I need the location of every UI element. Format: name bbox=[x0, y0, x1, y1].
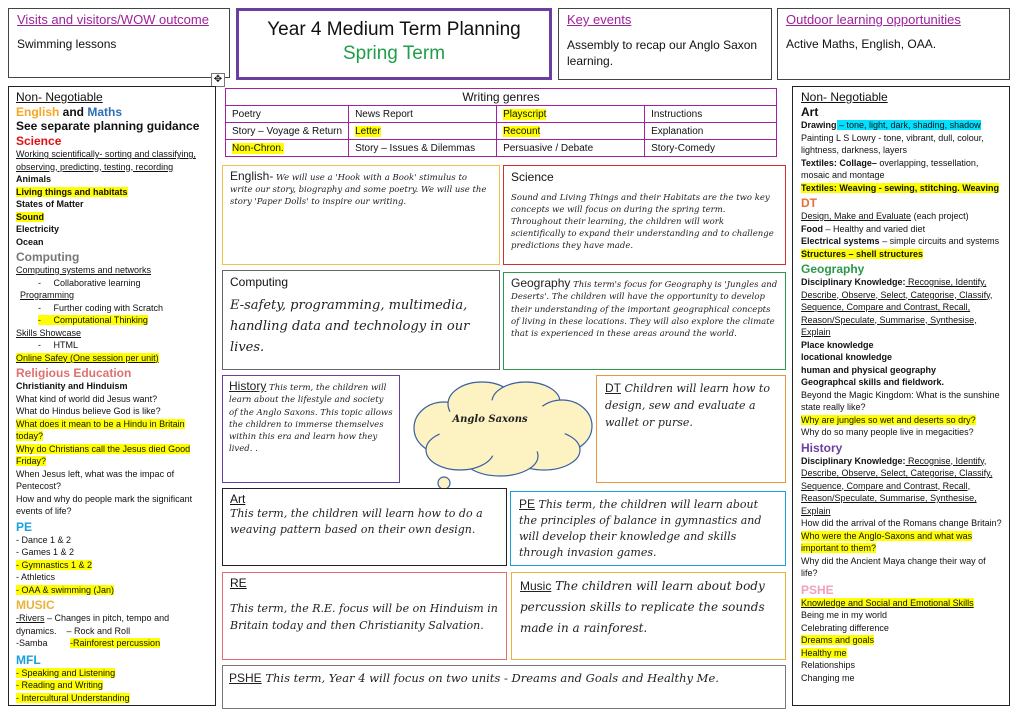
geography-heading: Geography bbox=[801, 262, 865, 276]
geo-disciplinary: Disciplinary Knowledge: Recognise, Identify, Describe, Observe, Select, Categorise, Classify, Sequence, Compare and Contrast, Recall, Reason/Speculate, Summarise, Synthesise, Explain bbox=[801, 277, 993, 337]
dt-title: DT bbox=[605, 381, 621, 395]
re-item: Why do Christians call the Jesus died Good Friday? bbox=[16, 443, 191, 466]
music-rivers: -Rivers – Changes in pitch, tempo and dynamics. – Rock and Roll bbox=[16, 613, 170, 636]
history-content: History This term, the children will learn about the lifestyle and society of the Anglo Saxons. This topic allows the children to immerse themselves within this era and learn how they lived. . bbox=[229, 379, 393, 455]
dt-food: Food – Healthy and varied diet bbox=[801, 223, 926, 234]
art-box bbox=[222, 488, 507, 566]
dt-heading: DT bbox=[801, 196, 817, 210]
genre-cell: Explanation bbox=[645, 123, 777, 140]
english-maths-line bbox=[16, 105, 208, 119]
computing-text: E-safety, programming, multimedia, handling data and technology in our lives. bbox=[230, 298, 470, 355]
visits-box bbox=[8, 8, 230, 78]
geography-section bbox=[801, 276, 1001, 439]
genre-cell: Instructions bbox=[645, 106, 777, 123]
hist-disciplinary: Disciplinary Knowledge: Recognise, Identify, Describe, Observe, Select, Categorise, Classify, Sequence, Compare and Contrast, Recall, Reason/Speculate, Summarise, Synthesise, Explain bbox=[801, 455, 993, 516]
pe-item: - Games 1 & 2 bbox=[16, 547, 75, 557]
pe-box bbox=[510, 491, 786, 566]
genre-cell: Recount bbox=[497, 123, 645, 140]
genre-cell: Poetry bbox=[226, 106, 349, 123]
dt-electrical: Electrical systems – simple circuits and systems bbox=[801, 236, 1000, 246]
art-text: This term, the children will learn how to do a weaving pattern based on their own design. bbox=[230, 507, 483, 536]
mfl-item: - Reading and Writing bbox=[16, 680, 103, 690]
re-box bbox=[222, 572, 507, 660]
computing-box bbox=[222, 270, 500, 370]
topic-label: Anglo Saxons bbox=[452, 414, 528, 425]
genre-cell: Story – Voyage & Return bbox=[226, 123, 349, 140]
pshe-section bbox=[801, 597, 1001, 685]
pshe-title: PSHE bbox=[229, 671, 262, 685]
re-item: What do Hindus believe God is like? bbox=[16, 406, 161, 416]
geo-item: Place knowledge bbox=[801, 339, 874, 350]
pe-title: PE bbox=[519, 497, 536, 511]
art-heading: Art bbox=[801, 105, 819, 119]
genre-row bbox=[226, 140, 777, 157]
english-title: English- bbox=[230, 169, 274, 183]
computing-heading: Computing bbox=[16, 250, 80, 264]
planning-guidance: See separate planning guidance bbox=[16, 119, 200, 133]
art-title: Art bbox=[230, 492, 246, 506]
topic-thought-cloud bbox=[404, 380, 598, 496]
table-move-handle[interactable]: ✥ bbox=[211, 73, 225, 87]
pshe-item: Being me in my world bbox=[801, 610, 888, 620]
hist-question: How did the arrival of the Romans change Britain? bbox=[801, 518, 1002, 528]
pshe-item: Relationships bbox=[801, 660, 856, 670]
comp-skills: Skills Showcase bbox=[16, 327, 82, 338]
geo-question: Why do so many people live in megacities? bbox=[801, 427, 974, 437]
science-section bbox=[16, 148, 208, 248]
pshe-content: PSHE This term, Year 4 will focus on two units - Dreams and Goals and Healthy Me. bbox=[229, 671, 719, 685]
main-title-box bbox=[236, 8, 552, 80]
mfl-heading: MFL bbox=[16, 652, 41, 667]
working-scientifically: Working scientifically- sorting and classifying, observing, predicting, testing, recording bbox=[16, 149, 196, 172]
key-events-box bbox=[558, 8, 772, 80]
dt-design: Design, Make and Evaluate (each project) bbox=[801, 211, 969, 221]
outdoor-text: Active Maths, English, OAA. bbox=[786, 37, 937, 51]
science-text: Sound and Living Things and their Habitats are the two key concepts we will focus on during the spring term. Throughout their learning, the children will work scientifically to expand their understanding and to challenge predictions they have made. bbox=[511, 193, 774, 251]
pe-item: - Dance 1 & 2 bbox=[16, 534, 72, 545]
comp-programming: Programming bbox=[20, 290, 75, 300]
sci-item: Sound bbox=[16, 211, 44, 222]
pe-content: PE This term, the children will learn about the principles of balance in gymnastics and will develop their knowledge and skills through invasion games. bbox=[519, 497, 762, 559]
re-heading: Religious Education bbox=[16, 366, 132, 380]
english-content: English- We will use a 'Hook with a Book' stimulus to write our story, biography and some poetry. We will use the story 'Paper Dolls' to inspire our writing. bbox=[230, 169, 487, 207]
outdoor-title: Outdoor learning opportunities bbox=[786, 12, 961, 27]
history-section bbox=[801, 455, 1001, 580]
dt-box bbox=[596, 375, 786, 483]
pshe-item: Healthy me bbox=[801, 647, 847, 658]
dt-section bbox=[801, 210, 1001, 260]
page-title: Year 4 Medium Term Planning bbox=[267, 19, 521, 40]
hist-question: Who were the Anglo-Saxons and what was important to them? bbox=[801, 530, 973, 553]
re-section bbox=[16, 380, 208, 518]
history-heading: History bbox=[801, 440, 843, 455]
re-item: What does it mean to be a Hindu in Britain today? bbox=[16, 418, 185, 441]
mfl-item: - Speaking and Listening bbox=[16, 667, 116, 678]
geo-item: Geographcal skills and fieldwork. bbox=[801, 377, 945, 387]
comp-safety: Online Safey (One session per unit) bbox=[16, 352, 159, 363]
science-title: Science bbox=[511, 170, 554, 184]
page-subtitle: Spring Term bbox=[342, 43, 446, 64]
re-item: How and why do people mark the significant events of life? bbox=[16, 493, 193, 516]
pe-item: - Gymnastics 1 & 2 bbox=[16, 559, 93, 570]
pshe-item: Dreams and goals bbox=[801, 635, 875, 645]
genre-cell: Non-Chron. bbox=[226, 140, 349, 157]
science-heading: Science bbox=[16, 134, 62, 148]
pe-item: - OAA & swimming (Jan) bbox=[16, 584, 115, 595]
geo-item: locational knowledge bbox=[801, 352, 893, 362]
re-title: RE bbox=[230, 576, 247, 590]
re-item: What kind of world did Jesus want? bbox=[16, 393, 158, 404]
pe-heading: PE bbox=[16, 519, 33, 534]
art-textiles: Textiles: Collage– overlapping, tessellation, mosaic and montage bbox=[801, 157, 979, 180]
pe-section bbox=[16, 534, 208, 597]
outdoor-box bbox=[777, 8, 1010, 80]
music-content: Music The children will learn about body percussion skills to replicate the sounds made in a rainforest. bbox=[520, 579, 765, 635]
pe-item: - Athletics bbox=[16, 572, 56, 582]
genres-title: Writing genres bbox=[226, 89, 777, 106]
and-label: and bbox=[59, 105, 88, 119]
genre-cell: Letter bbox=[349, 123, 497, 140]
comp-html: - HTML bbox=[38, 340, 78, 350]
right-heading: Non- Negotiable bbox=[801, 90, 888, 104]
genre-cell: Story – Issues & Dilemmas bbox=[349, 140, 497, 157]
art-painting: Painting L S Lowry - tone, vibrant, dull, colour, lightness, darkness, layers bbox=[801, 132, 984, 155]
science-box bbox=[503, 165, 786, 265]
maths-label: Maths bbox=[87, 105, 123, 119]
art-section bbox=[801, 119, 1001, 194]
pshe-item: Knowledge and Social and Emotional Skills bbox=[801, 597, 974, 608]
music-heading: MUSIC bbox=[16, 598, 55, 612]
genre-cell: News Report bbox=[349, 106, 497, 123]
re-item: When Jesus left, what was the impac of Pentecost? bbox=[16, 468, 175, 491]
pshe-box bbox=[222, 665, 786, 709]
geography-box bbox=[503, 272, 786, 370]
pshe-item: Changing me bbox=[801, 672, 855, 683]
genre-row bbox=[226, 106, 777, 123]
geo-question: Why are jungles so wet and deserts so dry? bbox=[801, 414, 976, 425]
comp-ct: - Computational Thinking bbox=[38, 315, 148, 325]
comp-collab: - Collaborative learning bbox=[38, 277, 141, 288]
mfl-section bbox=[16, 667, 208, 705]
geography-title: Geography bbox=[511, 276, 571, 290]
key-events-text: Assembly to recap our Anglo Saxon learning. bbox=[567, 38, 758, 68]
music-box bbox=[511, 572, 786, 660]
comp-further: - Further coding with Scratch bbox=[38, 302, 164, 313]
left-heading: Non- Negotiable bbox=[16, 90, 103, 104]
history-title: History bbox=[229, 379, 267, 393]
geography-content: Geography This term's focus for Geography is 'Jungles and Deserts'. The children will have the opportunity to develop their understanding of the important geographical concepts of living in these locations. They will also explore the climate that is experienced in these areas around the world. bbox=[511, 276, 778, 340]
sci-item: Animals bbox=[16, 174, 52, 184]
writing-genres-table bbox=[225, 88, 777, 157]
history-box bbox=[222, 375, 400, 483]
computing-title: Computing bbox=[230, 275, 289, 289]
re-text: This term, the R.E. focus will be on Hinduism in Britain today and then Christianity Salvation. bbox=[230, 602, 498, 632]
visits-text: Swimming lessons bbox=[17, 37, 117, 51]
art-weaving: Textiles: Weaving - sewing, stitching. Weaving bbox=[801, 182, 1000, 193]
dt-content: DT Children will learn how to design, sew and evaluate a wallet or purse. bbox=[605, 381, 770, 429]
geo-item: human and physical geography bbox=[801, 364, 937, 375]
key-events-title: Key events bbox=[567, 12, 632, 27]
right-column bbox=[792, 86, 1010, 706]
pshe-item: Celebrating difference bbox=[801, 622, 889, 633]
geo-question: Beyond the Magic Kingdom: What is the sunshine state really like? bbox=[801, 389, 1000, 412]
music-section bbox=[16, 612, 208, 650]
genre-cell: Persuasive / Debate bbox=[497, 140, 645, 157]
music-title: Music bbox=[520, 579, 552, 593]
re-item: Christianity and Hinduism bbox=[16, 381, 128, 391]
english-box bbox=[222, 165, 500, 265]
hist-question: Why did the Ancient Maya change their way of life? bbox=[801, 555, 986, 578]
music-samba: -Samba -Rainforest percussion bbox=[16, 638, 161, 648]
comp-systems: Computing systems and networks bbox=[16, 265, 152, 275]
sci-item: States of Matter bbox=[16, 199, 84, 209]
genre-row bbox=[226, 123, 777, 140]
english-label: English bbox=[16, 105, 60, 119]
pshe-heading: PSHE bbox=[801, 582, 834, 597]
sci-item: Living things and habitats bbox=[16, 186, 128, 197]
art-drawing: Drawing – tone, light, dark, shading, shadow bbox=[801, 120, 981, 130]
computing-section bbox=[16, 264, 208, 364]
left-column bbox=[8, 86, 216, 706]
mfl-item: - Intercultural Understanding bbox=[16, 692, 130, 703]
genre-cell: Playscript bbox=[497, 106, 645, 123]
sci-item: Electricity bbox=[16, 224, 60, 234]
genre-cell: Story-Comedy bbox=[645, 140, 777, 157]
visits-title: Visits and visitors/WOW outcome bbox=[17, 12, 209, 27]
dt-structures: Structures – shell structures bbox=[801, 248, 924, 259]
sci-item: Ocean bbox=[16, 236, 44, 247]
